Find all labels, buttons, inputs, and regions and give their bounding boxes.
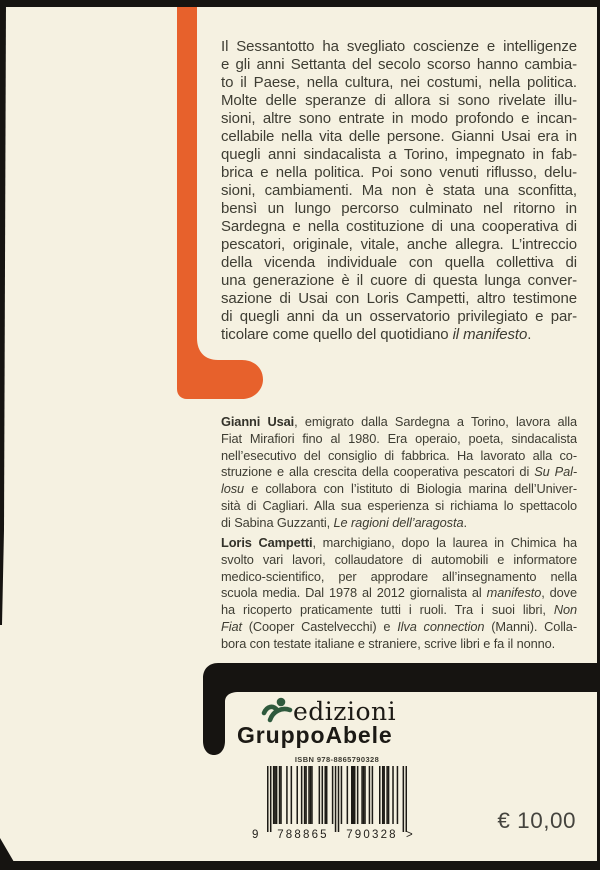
- text-line: di quegli anni da un osservatorio privilegiato e par-: [221, 308, 577, 325]
- text-line: sioni, cambiamenti. Ma non è stata una sconfitta,: [221, 182, 577, 199]
- synopsis-text: [221, 38, 577, 344]
- bio-loris-campetti: [221, 535, 577, 653]
- publisher-name-edizioni: edizioni: [293, 697, 397, 726]
- text-line: Sardegna e nella costituzione di una cooperativa di: [221, 218, 577, 235]
- text-line: sità di Cagliari. Alla sua esperienza si richiama lo spettacolo: [221, 497, 577, 513]
- text-line: Fiat Mirafiori fino al 1980. Era operaio, poeta, sindacalista: [221, 430, 577, 446]
- bio-gianni-usai: [221, 414, 577, 532]
- barcode-quiet-zone-mark: >: [406, 829, 413, 841]
- text-line: cellabile nella vita delle persone. Gianni Usai era in: [221, 128, 577, 145]
- text-line: to il Paese, nella cultura, nei costumi, nella politica.: [221, 74, 577, 91]
- text-line: quegli anni sindacalista a Torino, impegnato in fab-: [221, 146, 577, 163]
- text-line: bora con testate italiane e straniere, scrive libri e fa il nonno.: [221, 635, 556, 651]
- text-line: Il Sessantotto ha svegliato coscienze e intelligenze: [221, 38, 577, 55]
- barcode-digits-right: 790328: [346, 829, 398, 841]
- text-line: e gli anni Settanta del secolo scorso hanno cambia-: [221, 56, 577, 73]
- frame-top: [0, 0, 600, 7]
- text-line: ticolare come quello del quotidiano il manifesto.: [221, 326, 532, 343]
- text-line: medico-scientifico, per approdare all’insegnamento nella: [221, 568, 577, 584]
- text-line: brica e nella politica. Poi sono venuti riflusso, delu-: [221, 164, 577, 181]
- text-line: Molte delle speranze di allora si sono rivelate illu-: [221, 92, 577, 109]
- isbn-label: ISBN 978-8865790328: [294, 755, 380, 764]
- barcode-digit-system: 9: [252, 829, 259, 841]
- frame-left: [0, 0, 6, 625]
- text-line: losu e collabora con l’istituto di Biologia marina dell’Univer-: [221, 481, 577, 497]
- text-line: Fiat (Cooper Castelvecchi) e Ilva connection (Manni). Colla-: [221, 618, 577, 634]
- text-line: Loris Campetti, marchigiano, dopo la laurea in Chimica ha: [221, 535, 577, 550]
- text-line: sioni, altre sono entrate in modo profondo e incan-: [221, 110, 577, 127]
- frame-corner-wedge: [0, 838, 14, 862]
- price-label: € 10,00: [497, 808, 576, 833]
- frame-bottom: [0, 861, 600, 870]
- text-line: ha ricoperto praticamente tutti i ruoli. Tra i suoi libri, Non: [221, 602, 577, 618]
- text-line: Gianni Usai, emigrato dalla Sardegna a Torino, lavora alla: [221, 414, 577, 429]
- text-line: struzione e alla crescita della cooperativa pescatori di Su Pal-: [221, 464, 577, 480]
- text-line: pescatori, originale, vitale, anche allegra. L’intreccio: [221, 236, 577, 253]
- text-line: di Sabina Guzzanti, Le ragioni dell’aragosta.: [221, 514, 467, 530]
- barcode-digits-left: 788865: [277, 829, 329, 841]
- text-line: svolto vari lavori, collaudatore di automobili e informatore: [221, 551, 577, 567]
- text-line: della vicenda individuale con quella collettiva di: [221, 254, 577, 271]
- text-line: scuola media. Dal 1978 al 2012 giornalista al manifesto, dove: [221, 585, 577, 601]
- barcode-bars: [267, 766, 407, 832]
- publisher-name-gruppoabele: GruppoAbele: [237, 722, 393, 748]
- text-line: una generazione è il cuore di questa lunga conver-: [221, 272, 577, 289]
- text-line: sazione di Usai con Loris Campetti, altro testimone: [221, 290, 577, 307]
- text-line: bensì un lungo percorso culminato nel ritorno in: [221, 200, 577, 217]
- text-line: nell’esecutivo del consiglio di fabbrica. Ha lavorato alla co-: [221, 447, 577, 463]
